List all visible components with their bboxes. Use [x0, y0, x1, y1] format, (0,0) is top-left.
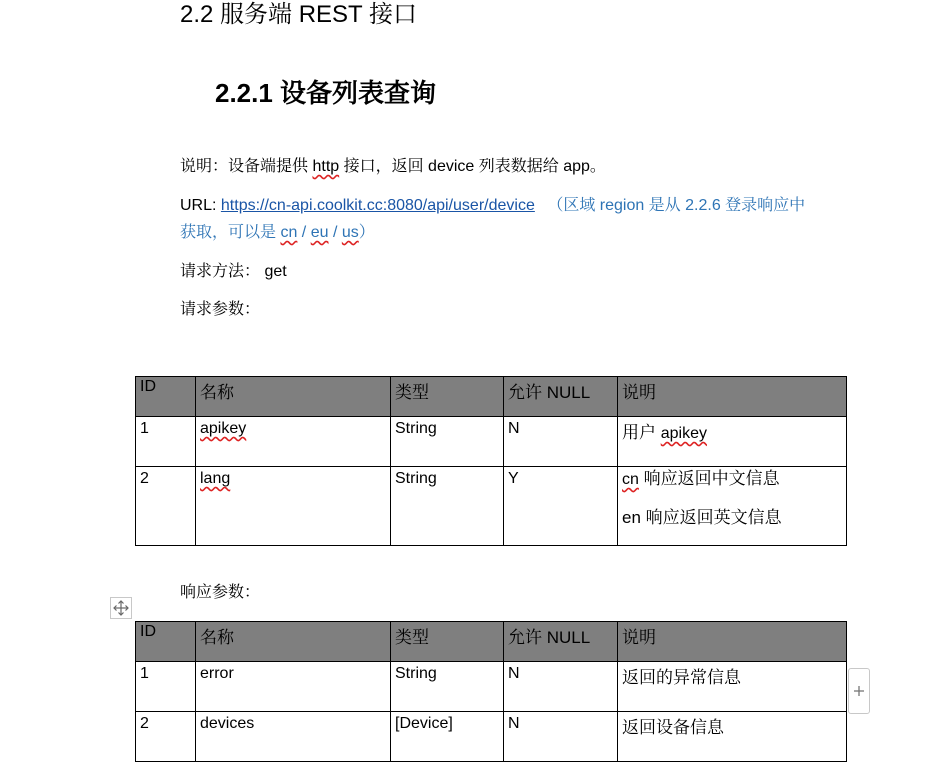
cell-nullable: N [504, 662, 618, 712]
cell-nullable: Y [504, 467, 618, 546]
cell-description-word: apikey [660, 425, 707, 442]
table-row [136, 417, 847, 467]
cell-name: apikey [196, 417, 391, 467]
cell-type: String [391, 662, 504, 712]
subsection-heading: 2.2.1 设备列表查询 [215, 78, 437, 108]
table-row [136, 662, 847, 712]
region-separator-1: / [297, 224, 311, 241]
description-text-before: 设备端提供 [228, 158, 313, 175]
method-paragraph [180, 259, 287, 285]
plus-icon-glyph [853, 685, 865, 697]
table-header-row [136, 622, 847, 662]
cell-name: devices [196, 712, 391, 762]
header-name: 名称 [196, 622, 391, 662]
cell-description-line2: en 响应返回英文信息 [622, 508, 782, 527]
request-params-table [135, 376, 847, 546]
response-params-table [135, 621, 847, 762]
cell-id: 2 [136, 467, 196, 546]
cell-name: lang [196, 467, 391, 546]
request-params-label: 请求参数： [180, 301, 261, 318]
header-name: 名称 [196, 377, 391, 417]
region-option-cn: cn [280, 224, 298, 241]
cell-description [618, 417, 847, 467]
cell-description-prefix: 用户 [622, 423, 661, 442]
move-icon[interactable] [110, 597, 132, 619]
cell-type: [Device] [391, 712, 504, 762]
region-option-us: us [341, 224, 359, 241]
section-heading: 2.2 服务端 REST 接口 [180, 1, 417, 28]
url-note-line1: （区域 region 是从 2.2.6 登录响应中 [547, 197, 806, 214]
cell-description-rest: 响应返回中文信息 [638, 469, 780, 488]
table-row [136, 712, 847, 762]
table-header-row [136, 377, 847, 417]
cell-description [618, 467, 847, 546]
cell-nullable: N [504, 417, 618, 467]
http-word: http [312, 158, 340, 175]
header-nullable: 允许 NULL [504, 622, 618, 662]
description-text-after: 接口，返回 device 列表数据给 app。 [339, 158, 606, 175]
cell-id: 2 [136, 712, 196, 762]
url-paragraph-line1 [180, 193, 805, 219]
header-type: 类型 [391, 377, 504, 417]
region-option-eu: eu [310, 224, 329, 241]
header-description: 说明 [618, 377, 847, 417]
cell-id: 1 [136, 417, 196, 467]
url-link[interactable]: https://cn-api.coolkit.cc:8080/api/user/device [220, 197, 535, 214]
url-paragraph-line2 [180, 220, 375, 246]
header-nullable: 允许 NULL [504, 377, 618, 417]
description-paragraph [180, 154, 606, 180]
header-id: ID [136, 622, 196, 662]
cell-description: 返回的异常信息 [618, 662, 847, 712]
region-separator-2: / [328, 224, 342, 241]
description-label: 说明： [180, 158, 229, 175]
method-value: get [264, 263, 287, 280]
header-type: 类型 [391, 622, 504, 662]
cell-description-word: cn [622, 471, 639, 488]
cell-type: String [391, 467, 504, 546]
table-row [136, 467, 847, 546]
cell-id: 1 [136, 662, 196, 712]
response-params-label: 响应参数： [180, 584, 261, 601]
cell-name: error [196, 662, 391, 712]
plus-icon[interactable] [848, 668, 870, 714]
cell-type: String [391, 417, 504, 467]
url-label: URL: [180, 197, 217, 214]
header-description: 说明 [618, 622, 847, 662]
url-note-line2-prefix: 获取，可以是 [180, 224, 281, 241]
header-id: ID [136, 377, 196, 417]
url-note-close: ） [358, 224, 375, 241]
method-label: 请求方法： [180, 263, 261, 280]
move-icon-glyph [113, 600, 129, 616]
cell-description-line1 [622, 468, 842, 491]
cell-nullable: N [504, 712, 618, 762]
cell-description: 返回设备信息 [618, 712, 847, 762]
